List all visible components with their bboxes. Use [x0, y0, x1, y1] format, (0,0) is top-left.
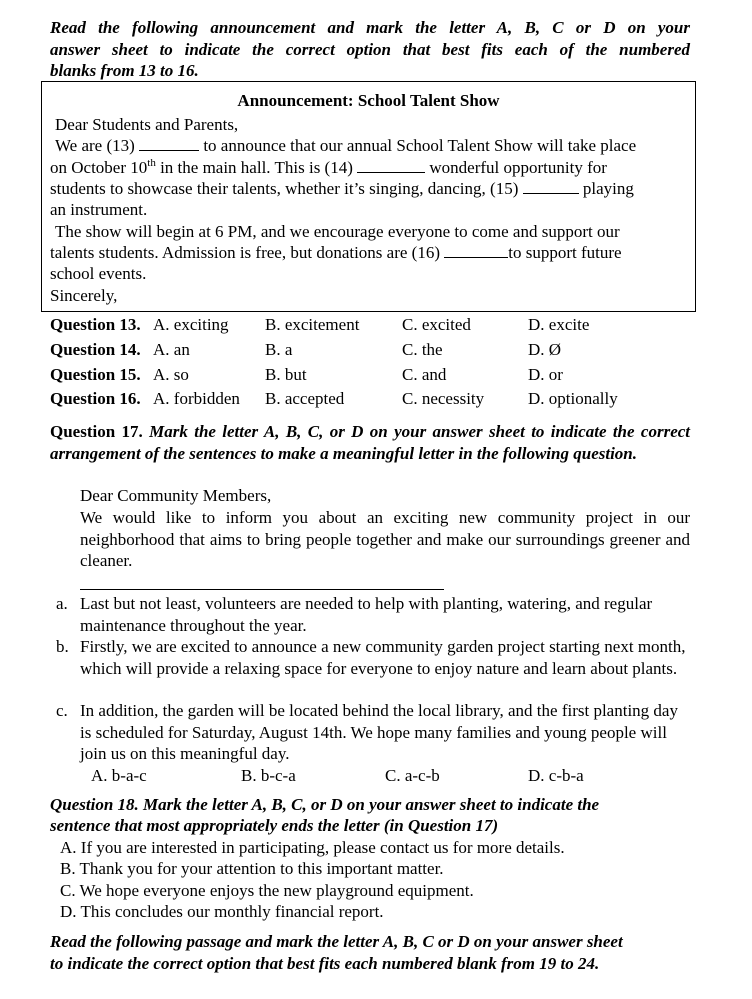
q17-option-c[interactable]: C. a-c-b [385, 766, 440, 785]
option-d[interactable]: D. excite [528, 315, 590, 334]
blank-14 [357, 158, 425, 173]
announcement-line [50, 178, 634, 200]
instruction-line: answer sheet to indicate the correct option that best fits each of the numbered [50, 39, 690, 59]
option-a[interactable]: A. so [153, 365, 189, 384]
question-label: Question 13. [50, 315, 141, 334]
announcement-line [50, 157, 607, 179]
text-segment: on October 10 [50, 158, 148, 177]
q18-option-a[interactable]: A. If you are interested in participating, please contact us for more details. [60, 838, 565, 857]
instruction-19-24-line: to indicate the correct option that best fits each numbered blank from 19 to 24. [50, 954, 600, 973]
instruction-line: blanks from 13 to 16. [50, 61, 199, 80]
option-b[interactable]: B. but [265, 365, 307, 384]
question-label: Question 16. [50, 389, 141, 408]
instruction-line: Read the following announcement and mark the letter A, B, C or D on your [50, 18, 690, 37]
question-label: Question 17. [50, 422, 143, 441]
announcement-line: school events. [50, 264, 147, 283]
q17-option-a[interactable]: A. b-a-c [91, 766, 147, 785]
text-segment: in the main hall. This is (14) [155, 158, 358, 177]
announcement-greeting: Dear Students and Parents, [55, 115, 239, 134]
letter-greeting: Dear Community Members, [80, 486, 272, 505]
announcement-line: an instrument. [50, 200, 148, 219]
question-17-instruction [50, 421, 690, 464]
blank-13 [139, 136, 199, 151]
question-18-instruction-line: sentence that most appropriately ends the letter (in Question 17) [50, 816, 499, 835]
item-c-text: In addition, the garden will be located behind the local library, and the first planting day is scheduled for Saturday, August 14th. We hope many families and young people will join us on this meaningful day. [80, 701, 678, 763]
option-d[interactable]: D. or [528, 365, 563, 384]
text-segment: students to showcase their talents, whether it’s singing, dancing, (15) [50, 179, 523, 198]
option-b[interactable]: B. accepted [265, 389, 345, 408]
question-18-instruction-line: Question 18. Mark the letter A, B, C, or D on your answer sheet to indicate the [50, 795, 600, 814]
text-segment: talents students. Admission is free, but donations are (16) [50, 243, 445, 262]
instruction-19-24-line: Read the following passage and mark the letter A, B, C or D on your answer sheet [50, 932, 623, 951]
text-segment: to announce that our annual School Talent Show will take place [199, 136, 637, 155]
instruction-13-16 [50, 17, 690, 82]
option-c[interactable]: C. necessity [402, 389, 485, 408]
announcement-box [41, 81, 696, 312]
instruction-text: Mark the letter A, B, C, or D on your answer sheet to indicate the correct arrangement of the sentences to make a meaningful letter in the following question. [50, 422, 691, 463]
option-a[interactable]: A. forbidden [153, 389, 240, 408]
option-d[interactable]: D. optionally [528, 389, 618, 408]
text-segment: playing [578, 179, 634, 198]
item-marker: c. [56, 701, 68, 720]
option-b[interactable]: B. excitement [265, 315, 360, 334]
blank-15 [523, 179, 579, 194]
announcement-line [50, 242, 622, 264]
announcement-closing: Sincerely, [50, 286, 118, 305]
option-d[interactable]: D. Ø [528, 340, 562, 359]
announcement-title: Announcement: School Talent Show [237, 91, 500, 110]
question-label: Question 15. [50, 365, 141, 384]
option-a[interactable]: A. exciting [153, 315, 229, 334]
answer-line [80, 589, 444, 590]
option-c[interactable]: C. the [402, 340, 443, 359]
announcement-line [55, 135, 636, 157]
item-b-text: Firstly, we are excited to announce a new community garden project starting next month, which will provide a relaxing space for everyone to enjoy nature and learn about plants. [80, 637, 686, 678]
announcement-line: The show will begin at 6 PM, and we encourage everyone to come and support our [55, 222, 620, 241]
question-label: Question 14. [50, 340, 141, 359]
blank-16 [444, 243, 508, 258]
q18-option-c[interactable]: C. We hope everyone enjoys the new playground equipment. [60, 881, 474, 900]
q18-option-d[interactable]: D. This concludes our monthly financial report. [60, 902, 384, 921]
item-a-text: Last but not least, volunteers are needed to help with planting, watering, and regular maintenance throughout the year. [80, 594, 653, 635]
option-c[interactable]: C. excited [402, 315, 471, 334]
q17-option-d[interactable]: D. c-b-a [528, 766, 584, 785]
q17-option-b[interactable]: B. b-c-a [241, 766, 296, 785]
letter-intro: We would like to inform you about an exciting new community project in our neighborhood that aims to bring people together and make our surroundings greener and cleaner. [80, 508, 690, 570]
text-segment: to support future [508, 243, 622, 262]
option-b[interactable]: B. a [265, 340, 293, 359]
item-marker: b. [56, 637, 69, 656]
ordinal-suffix: th [147, 157, 156, 169]
option-a[interactable]: A. an [153, 340, 190, 359]
text-segment: We are (13) [55, 136, 140, 155]
text-segment: wonderful opportunity for [425, 158, 607, 177]
item-marker: a. [56, 594, 68, 613]
option-c[interactable]: C. and [402, 365, 447, 384]
q18-option-b[interactable]: B. Thank you for your attention to this important matter. [60, 859, 444, 878]
